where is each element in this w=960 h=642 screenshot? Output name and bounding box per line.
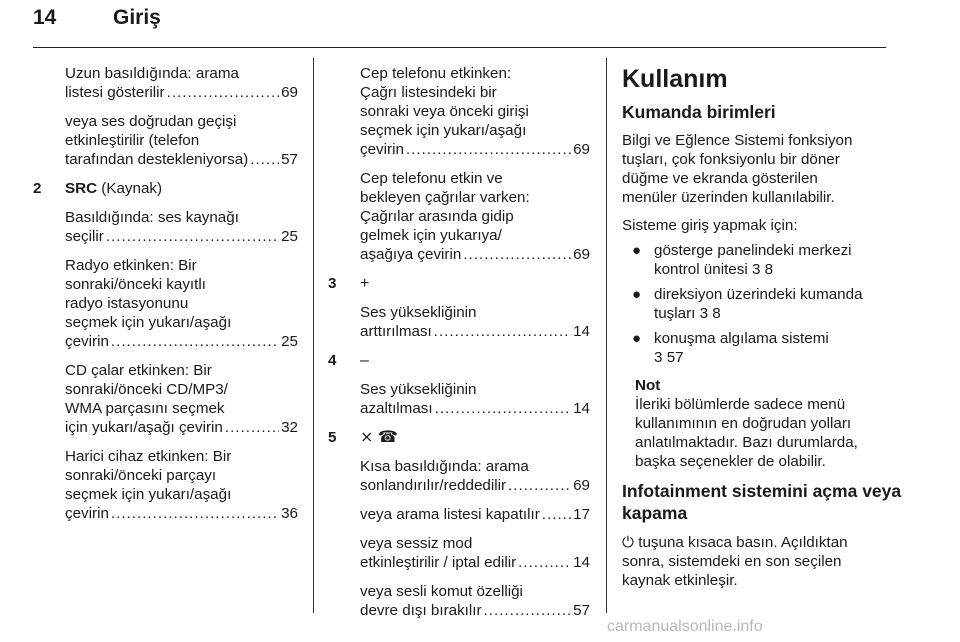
column-divider-2 (606, 58, 607, 613)
plus-icon: + (360, 275, 370, 292)
item-number: 3 (328, 275, 337, 292)
item-3-heading (328, 274, 590, 293)
item-4-heading (328, 351, 590, 370)
text-block: Uzun basıldığında: arama listesi gösterilir ..... 69 (33, 64, 298, 102)
item-5-heading (328, 428, 590, 447)
page-ref: 57 (281, 151, 298, 168)
page-ref: 25 (281, 228, 298, 245)
column-left (33, 64, 298, 533)
reference-arrow-icon: 3 (654, 349, 663, 366)
page-title: Giriş (113, 6, 161, 29)
bullet-item: ● gösterge panelindeki merkezi kontrol ünitesi 3 8 (632, 242, 852, 278)
leader-line: devre dışı bırakılır ..... 57 (360, 601, 590, 620)
mute-hangup-icon: ⨯ ☎ (360, 429, 398, 446)
bullet-icon: ● (632, 286, 642, 303)
reference-arrow-icon: 3 (751, 261, 761, 278)
page-ref: 32 (281, 419, 298, 436)
item-number: 2 (33, 180, 42, 197)
leader-line: veya arama listesi kapatılır ..... 17 (360, 505, 590, 524)
page-ref: 14 (573, 554, 590, 571)
bullet-item: ● konuşma algılama sistemi 3 57 (632, 330, 829, 366)
text-block: Radyo etkinken: Bir sonraki/önceki kayıtlı radyo istasyonunu seçmek için yukarı/aşağı çevirin ..... 25 (33, 256, 298, 351)
page-ref: 36 (281, 505, 298, 522)
text-block: Cep telefonu etkin ve bekleyen çağrılar varken: Çağrılar arasında gidip gelmek için yukarıya/ aşağıya çevirin ..... 69 (328, 169, 590, 264)
leader-line: aşağıya çevirin ..... 69 (360, 245, 590, 264)
page-ref: 14 (573, 323, 590, 340)
paragraph: Bilgi ve Eğlence Sistemi fonksiyon tuşları, çok fonksiyonlu bir döner düğme ve ekranda gösterilen menüler üzerinden kullanılabilir. (622, 132, 853, 206)
minus-icon: – (360, 352, 369, 369)
text-block: Ses yüksekliğinin arttırılması ..... 14 (328, 303, 590, 341)
page-ref: 69 (573, 141, 590, 158)
column-divider-1 (313, 58, 314, 613)
leader-line: seçilir ..... 25 (65, 227, 298, 246)
subsection-heading: Kumanda birimleri (622, 102, 776, 122)
leader-line: çevirin ..... 69 (360, 140, 590, 159)
page-ref: 69 (573, 246, 590, 263)
note-box: Not İleriki bölümlerde sadece menü kullanımının en doğrudan yolları anlatılmaktadır. Bazı durumlarda, başka seçenekler de olabilir. (622, 376, 888, 471)
page-ref: 69 (281, 84, 298, 101)
page-ref: 25 (281, 333, 298, 350)
text-block: Basıldığında: ses kaynağı seçilir ..... 25 (33, 208, 298, 246)
text-block: veya ses doğrudan geçişi etkinleştirilir (telefon tarafından destekleniyorsa) ..... 57 (33, 112, 298, 169)
text-block: Ses yüksekliğinin azaltılması ..... 14 (328, 380, 590, 418)
src-label: SRC (65, 180, 98, 197)
bullet-icon: ● (632, 242, 642, 259)
page-ref: 57 (666, 349, 684, 366)
column-right (622, 64, 902, 599)
column-middle (328, 64, 590, 630)
text-block: Harici cihaz etkinken: Bir sonraki/önceki parçayı seçmek için yukarı/aşağı çevirin ..... 36 (33, 447, 298, 523)
leader-line: sonlandırılır/reddedilir ..... 69 (360, 476, 590, 495)
page-header (0, 6, 960, 46)
subsection-heading: Infotainment sistemini açma veya kapama (622, 481, 902, 523)
leader-line: listesi gösterilir ..... 69 (65, 83, 298, 102)
leader-line: arttırılması ..... 14 (360, 322, 590, 341)
power-icon: ⏻ (622, 534, 635, 551)
paragraph: Sisteme giriş yapmak için: (622, 217, 798, 234)
header-rule (33, 47, 886, 48)
leader-line: çevirin ..... 36 (65, 504, 298, 523)
text-block: CD çalar etkinken: Bir sonraki/önceki CD/MP3/ WMA parçasını seçmek için yukarı/aşağı çevirin ..... 32 (33, 361, 298, 437)
section-heading: Kullanım (622, 65, 728, 93)
page-ref: 57 (573, 602, 590, 619)
leader-line: çevirin ..... 25 (65, 332, 298, 351)
text-block: veya sessiz mod etkinleştirilir / iptal edilir ..... 14 (328, 534, 590, 572)
paragraph: ⏻ tuşuna kısaca basın. Açıldıktan sonra, sistemdeki en son seçilen kaynak etkinleşir. (622, 534, 848, 589)
bullet-item: ● direksiyon üzerindeki kumanda tuşları 3 8 (632, 286, 863, 322)
leader-line: tarafından destekleniyorsa) ..... 57 (65, 150, 298, 169)
page-ref: 14 (573, 400, 590, 417)
bullet-icon: ● (632, 330, 642, 347)
text-block (328, 505, 590, 524)
reference-arrow-icon: 3 (699, 305, 709, 322)
page-ref: 17 (573, 506, 590, 523)
item-number: 5 (328, 429, 337, 446)
leader-line: için yukarı/aşağı çevirin ..... 32 (65, 418, 298, 437)
page-ref: 8 (764, 261, 774, 278)
text-block: Kısa basıldığında: arama sonlandırılır/reddedilir ..... 69 (328, 457, 590, 495)
note-title: Not (635, 377, 661, 394)
text-block: Cep telefonu etkinken: Çağrı listesindeki bir sonraki veya önceki girişi seçmek için yukarı/aşağı çevirin ..... 69 (328, 64, 590, 159)
item-number: 4 (328, 352, 337, 369)
page-ref: 69 (573, 477, 590, 494)
leader-line: azaltılması ..... 14 (360, 399, 590, 418)
page-ref: 8 (712, 305, 721, 322)
text-block: veya sesli komut özelliği devre dışı bırakılır ..... 57 (328, 582, 590, 620)
leader-line: etkinleştirilir / iptal edilir ..... 14 (360, 553, 590, 572)
page-number: 14 (33, 6, 57, 29)
item-2-heading: 2 SRC (Kaynak) (33, 180, 163, 197)
watermark: carmanualsonline.info (607, 618, 763, 635)
